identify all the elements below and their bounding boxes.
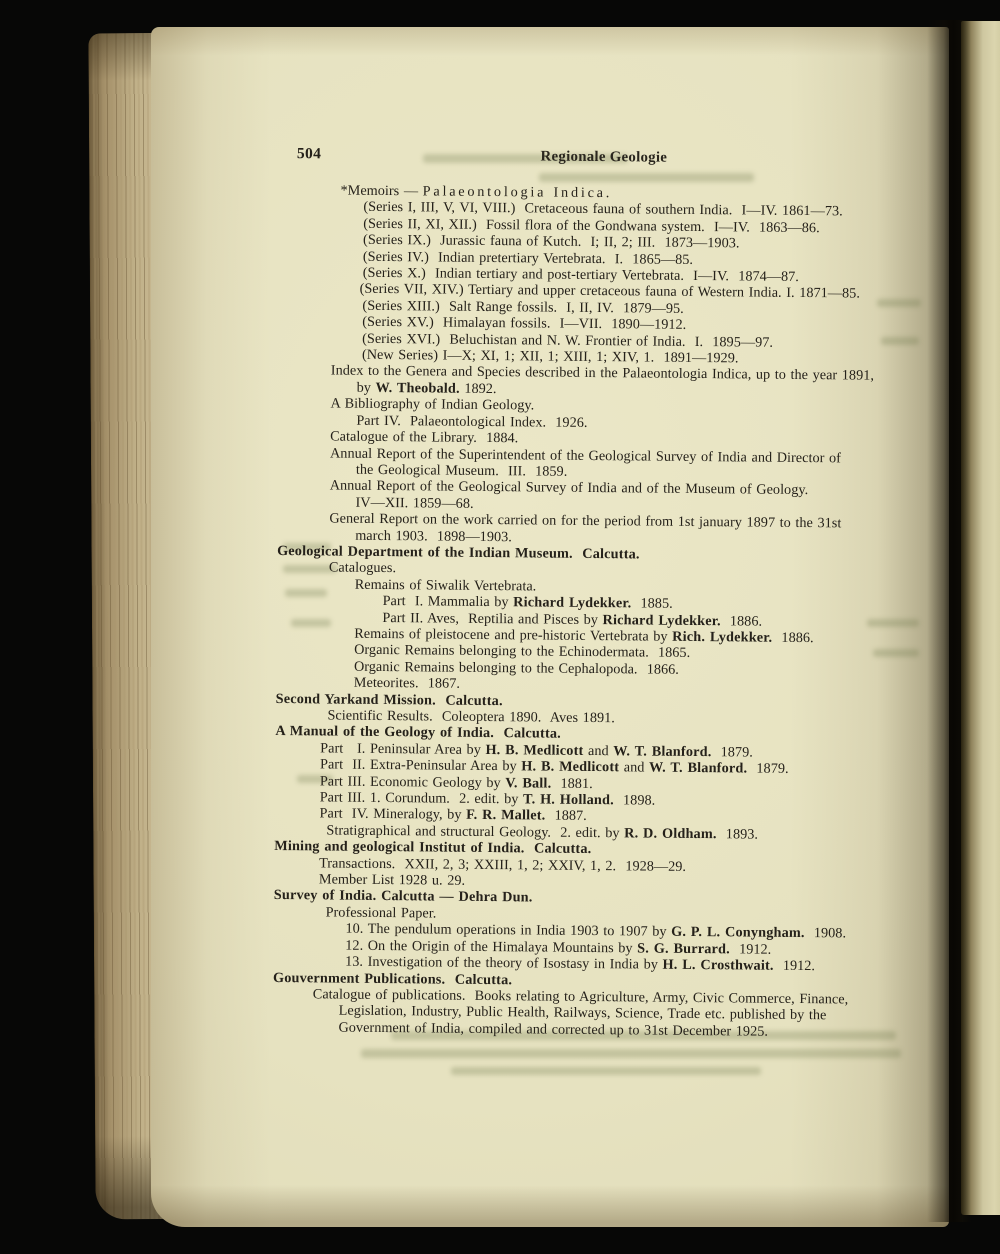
text-segment: *Memoirs —	[340, 182, 423, 200]
text-segment-bold: Second Yarkand Mission. Calcutta.	[275, 690, 503, 709]
text-segment-bold: W. Theobald.	[375, 379, 460, 397]
text-segment: Part IV. Mineralogy, by	[319, 805, 467, 824]
book-page	[151, 27, 949, 1227]
text-segment: Index to the Genera and Species described in the Palaeontologia Indica, up to the year 1891,	[330, 362, 875, 385]
text-segment: A Bibliography of Indian Geology.	[330, 395, 535, 414]
text-segment: and	[583, 742, 614, 760]
text-segment-bold: Rich. Lydekker.	[672, 628, 773, 646]
bibliography-text	[272, 182, 952, 1042]
text-segment: Annual Report of the Superintendent of the Geological Survey of India and Director of	[329, 444, 842, 466]
text-segment: (Series XVI.) Beluchistan and N. W. Frontier of India. I. 1895—97.	[362, 330, 774, 351]
text-segment: 1912.	[773, 957, 816, 975]
text-segment: Legislation, Industry, Public Health, Railways, Science, Trade etc. published by the	[338, 1002, 827, 1024]
text-segment: Part III. Economic Geology by	[319, 773, 506, 791]
bleed-through-mark	[361, 1049, 901, 1058]
text-segment-bold: Richard Lydekker.	[602, 611, 721, 629]
text-segment-bold: T. H. Holland.	[522, 791, 614, 809]
text-segment: and	[619, 759, 650, 776]
text-segment: 1912.	[729, 941, 772, 958]
text-segment: General Report on the work carried on for the period from 1st january 1897 to the 31st	[329, 510, 842, 532]
text-segment: Government of India, compiled and corrected up to 31st December 1925.	[338, 1019, 769, 1040]
text-segment-bold: H. B. Medlicott	[485, 741, 584, 759]
text-segment: Part II. Extra-Peninsular Area by	[319, 756, 522, 775]
text-segment: by	[356, 379, 376, 396]
text-segment: Catalogue of publications. Books relating to Agriculture, Army, Civic Commerce, Finance,	[312, 986, 849, 1008]
text-segment: (Series IV.) Indian pretertiary Vertebrata. I. 1865—85.	[362, 248, 694, 268]
text-segment: Meteorites. 1867.	[353, 674, 461, 692]
text-segment: Member List 1928 u. 29.	[318, 871, 466, 889]
text-segment-bold: F. R. Mallet.	[466, 807, 546, 825]
text-segment: 10. The pendulum operations in India 1903 to 1907 by	[345, 920, 672, 941]
text-segment: Part I. Peninsular Area by	[320, 740, 486, 758]
text-segment: 1887.	[545, 808, 587, 825]
text-segment: (Series I, III, V, VI, VIII.) Cretaceous fauna of southern India. I—IV. 1861—73.	[363, 199, 843, 220]
text-segment-bold: A Manual of the Geology of India. Calcutta.	[275, 723, 562, 743]
text-segment: Part II. Aves, Reptilia and Pisces by	[382, 609, 603, 628]
text-segment: Catalogues.	[328, 559, 397, 577]
text-segment: Annual Report of the Geological Survey of India and of the Museum of Geology.	[329, 477, 809, 499]
text-segment-bold: Richard Lydekker.	[513, 594, 632, 612]
text-segment: 1908.	[804, 925, 847, 942]
text-segment: 1893.	[716, 826, 759, 843]
text-segment: 1886.	[772, 629, 814, 647]
text-segment: (Series IX.) Jurassic fauna of Kutch. I; II, 2; III. 1873—1903.	[363, 232, 740, 252]
text-segment-bold: H. L. Crosthwait.	[662, 956, 774, 974]
text-segment: Scientific Results. Coleoptera 1890. Aves 1891.	[327, 707, 615, 727]
text-segment: march 1903. 1898—1903.	[355, 527, 512, 545]
text-segment: Professional Paper.	[325, 904, 437, 922]
text-segment: Part IV. Palaeontological Index. 1926.	[356, 412, 588, 431]
text-segment: Organic Remains belonging to the Echinodermata. 1865.	[354, 642, 691, 662]
text-segment: Part III. 1. Corundum. 2. edit. by	[319, 789, 524, 808]
text-segment: Remains of Siwalik Vertebrata.	[354, 576, 537, 595]
text-segment: Palaeontologia Indica.	[422, 183, 613, 202]
text-segment-bold: G. P. L. Conyngham.	[671, 924, 805, 942]
text-segment-bold: H. B. Medlicott	[521, 758, 620, 776]
text-segment: (Series II, XI, XII.) Fossil flora of the Gondwana system. I—IV. 1863—86.	[363, 215, 820, 236]
text-segment: (New Series) I—X; XI, 1; XII, 1; XIII, 1; XIV, 1. 1891—1929.	[361, 346, 739, 367]
bleed-through-mark	[451, 1067, 761, 1075]
text-segment-bold: Gouvernment Publications. Calcutta.	[272, 969, 513, 988]
text-segment-bold: R. D. Oldham.	[624, 825, 717, 843]
text-segment: (Series XIII.) Salt Range fossils. I, II, IV. 1879—95.	[362, 297, 684, 317]
text-segment: (Series X.) Indian tertiary and post-tertiary Vertebrata. I—IV. 1874—87.	[362, 264, 800, 286]
page-number: 504	[296, 145, 322, 163]
text-segment: the Geological Museum. III. 1859.	[355, 461, 568, 480]
text-segment-bold: Geological Department of the Indian Museum. Calcutta.	[277, 542, 640, 563]
text-segment: 1879.	[711, 743, 753, 761]
text-segment-bold: Survey of India. Calcutta — Dehra Dun.	[273, 887, 533, 906]
book-gutter-shadow	[927, 20, 971, 1222]
text-segment: 1892.	[459, 380, 497, 397]
text-segment: Transactions. XXII, 2, 3; XXIII, 1, 2; XXIV, 1, 2. 1928—29.	[319, 855, 687, 875]
text-segment-bold: S. G. Burrard.	[637, 940, 730, 958]
text-segment: 1898.	[613, 792, 656, 809]
text-segment-bold: W. T. Blanford.	[613, 743, 712, 760]
text-segment: 1881.	[551, 775, 593, 792]
text-segment: 1879.	[747, 760, 789, 778]
text-segment: (Series XV.) Himalayan fossils. I—VII. 1890—1912.	[362, 314, 687, 334]
page-header	[281, 145, 953, 173]
text-segment: Catalogue of the Library. 1884.	[330, 428, 519, 447]
text-segment: Organic Remains belonging to the Cephalopoda. 1866.	[353, 658, 680, 678]
text-segment: Stratigraphical and structural Geology. 2. edit. by	[326, 822, 625, 842]
text-segment-bold: Mining and geological Institut of India. Calcutta.	[274, 838, 592, 858]
text-segment-bold: V. Ball.	[505, 774, 552, 792]
text-segment: 1886.	[720, 612, 763, 630]
text-segment: Remains of pleistocene and pre-historic Vertebrata by	[354, 625, 673, 645]
text-segment: 13. Investigation of the theory of Isostasy in India by	[345, 953, 663, 973]
text-segment: 12. On the Origin of the Himalaya Mountains by	[345, 937, 638, 957]
text-segment: Part I. Mammalia by	[382, 593, 514, 611]
running-title: Regionale Geologie	[540, 148, 668, 166]
text-segment: (Series VII, XIV.) Tertiary and upper cretaceous fauna of Western India. I. 1871—85.	[359, 281, 861, 303]
text-segment: IV—XII. 1859—68.	[355, 494, 474, 512]
printed-content	[272, 145, 953, 1042]
text-segment: 1885.	[631, 595, 673, 612]
text-segment-bold: W. T. Blanford.	[649, 759, 748, 777]
